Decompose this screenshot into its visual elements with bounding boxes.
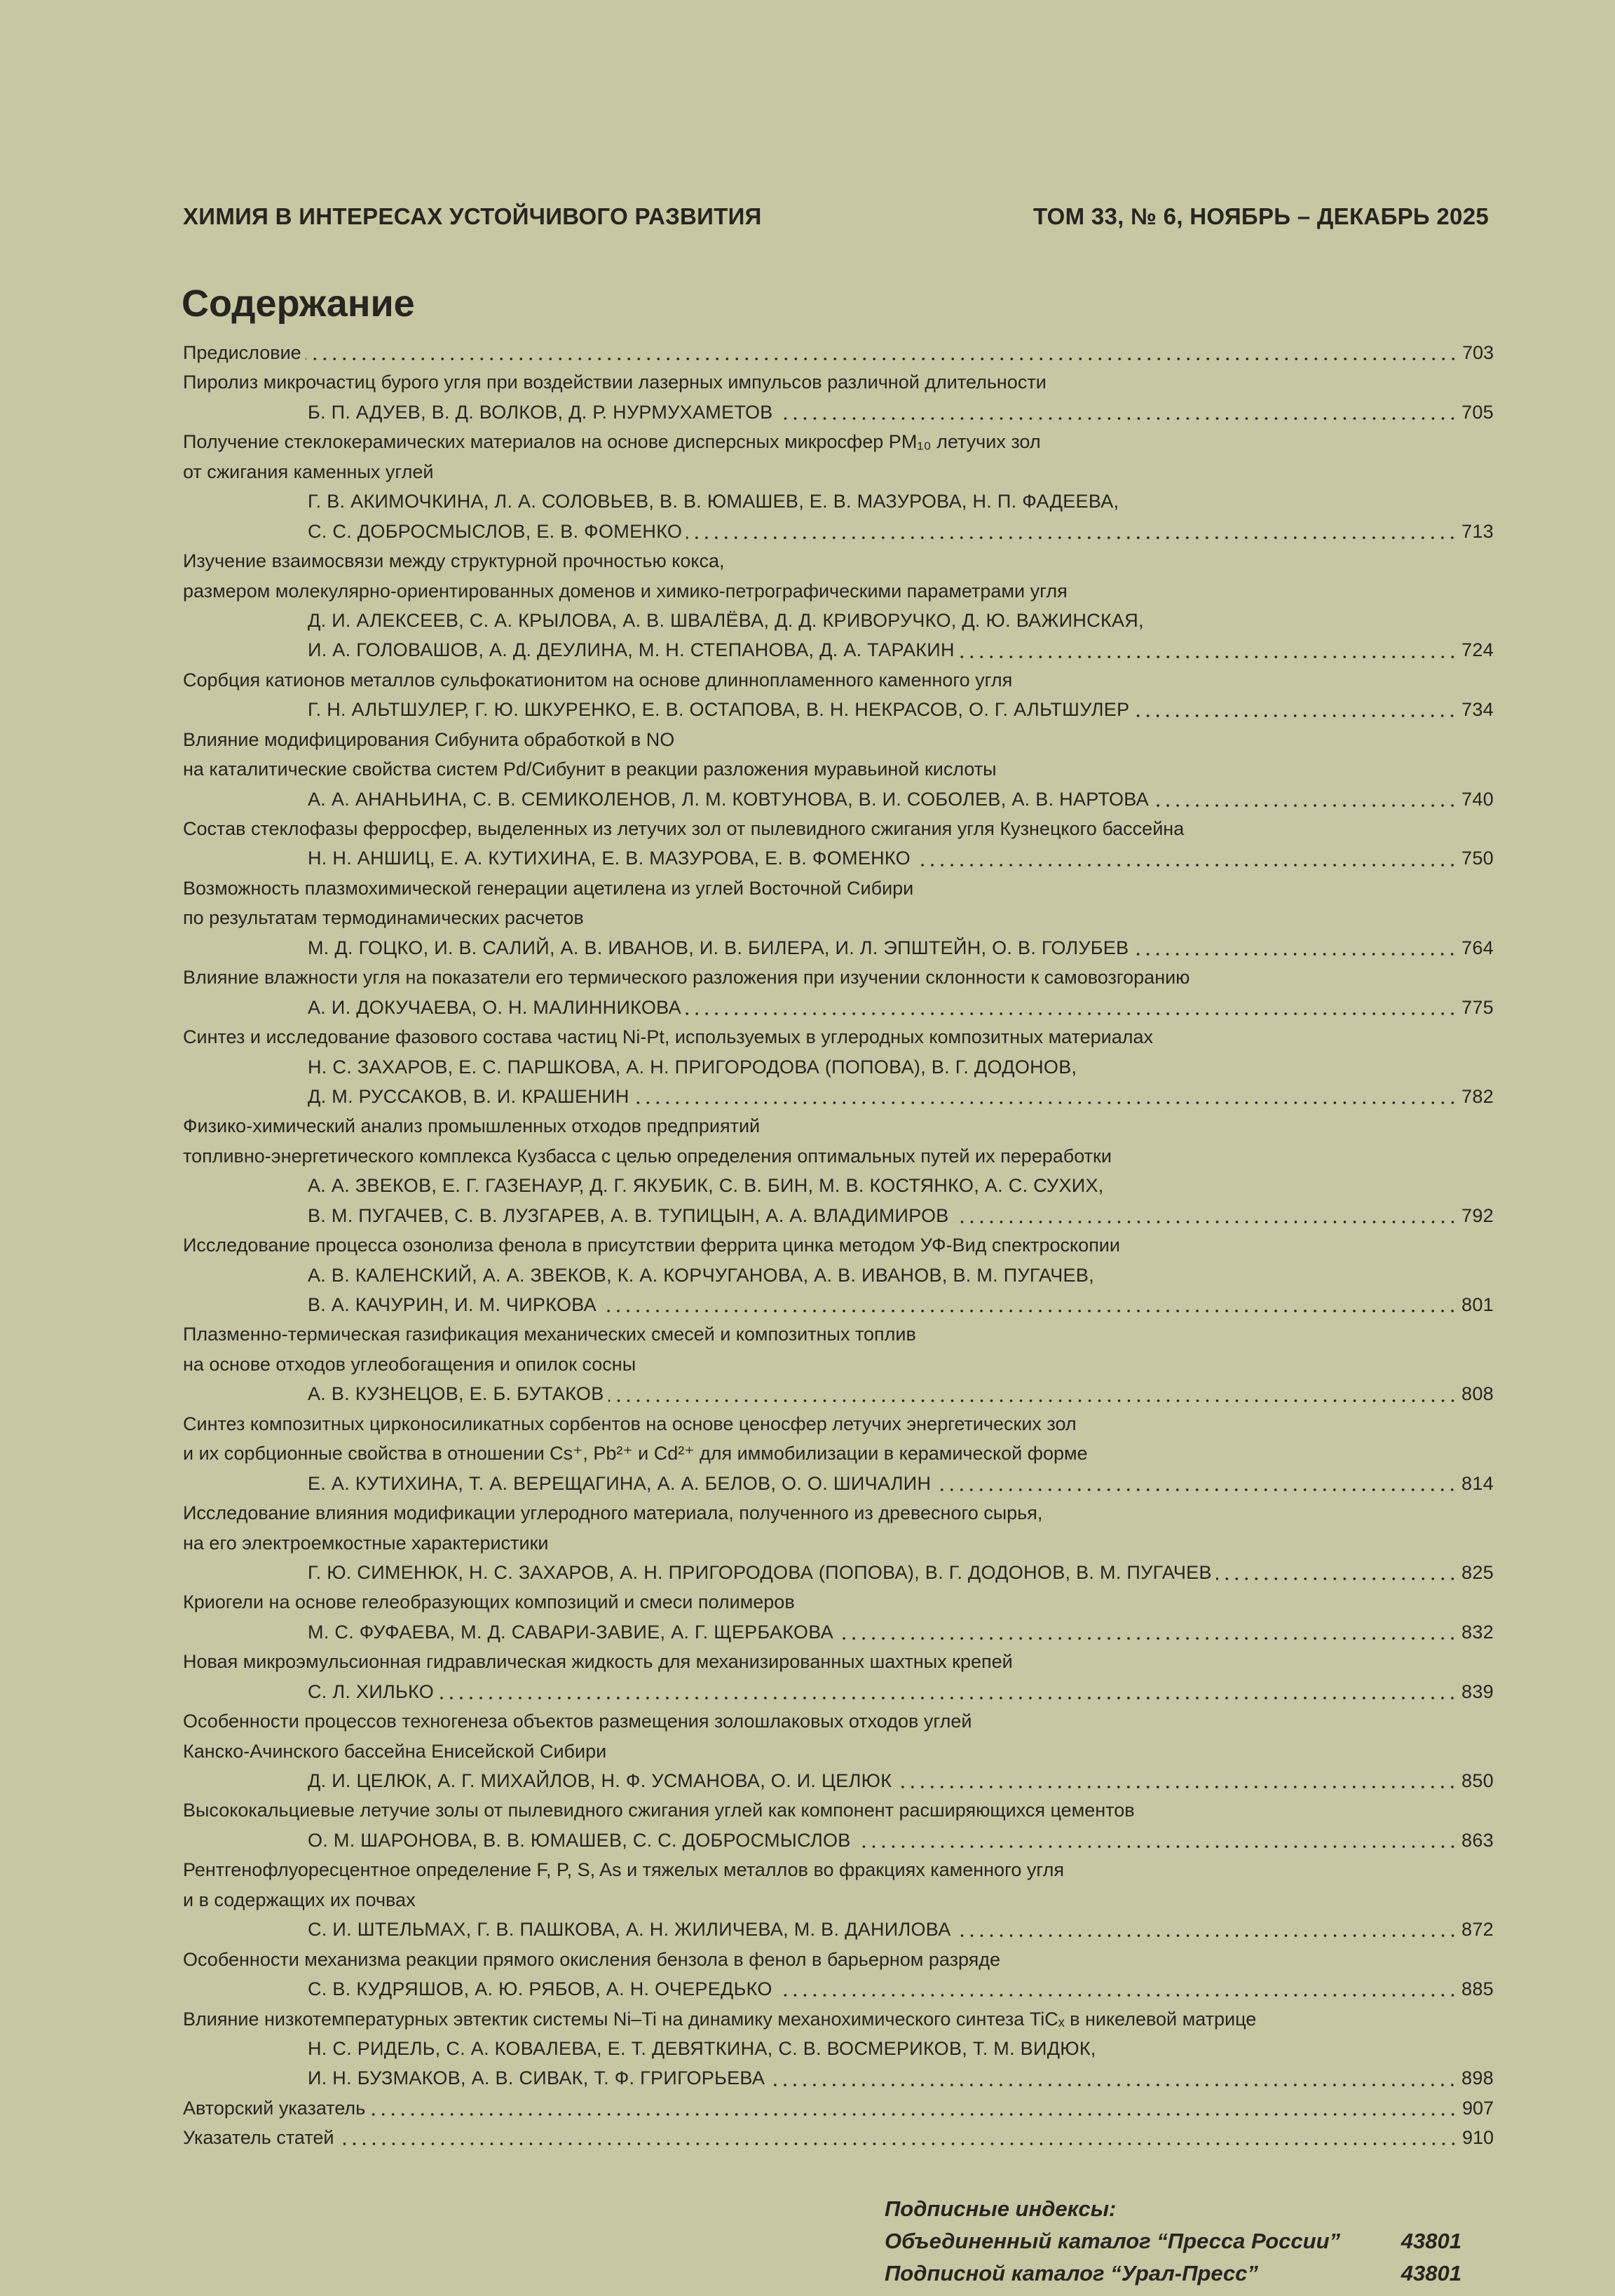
dot-leader	[1153, 803, 1457, 808]
page-number: 750	[1461, 848, 1494, 869]
page-number: 703	[1461, 342, 1494, 363]
toc-line	[183, 1587, 1494, 1617]
article-title: Состав стеклофазы ферросфер, выделенных из летучих зол от пылевидного сжигания угля Кузнецкого бассейна	[183, 818, 1185, 839]
page-number: 764	[1461, 937, 1494, 958]
article-authors: С. В. КУДРЯШОВ, А. Ю. РЯБОВ, А. Н. ОЧЕРЕДЬКО	[308, 1978, 772, 2000]
toc-line	[183, 1528, 1494, 1558]
toc-line	[183, 665, 1494, 695]
toc-line	[183, 1230, 1494, 1260]
dot-leader	[896, 1785, 1457, 1789]
article-authors: А. И. ДОКУЧАЕВА, О. Н. МАЛИННИКОВА	[308, 996, 681, 1018]
toc-line	[183, 1469, 1494, 1498]
subscription-row	[885, 2225, 1461, 2257]
toc-line	[183, 1885, 1494, 1915]
dot-leader	[306, 357, 1458, 361]
dot-leader	[1133, 714, 1457, 718]
toc-line	[183, 1082, 1494, 1111]
subscription-indices	[885, 2193, 1461, 2290]
article-title: Влияние модифицирования Сибунита обработкой в NO	[183, 728, 675, 750]
toc-line	[183, 754, 1494, 784]
dot-leader	[777, 416, 1457, 421]
article-authors: Б. П. АДУЕВ, В. Д. ВОЛКОВ, Д. Р. НУРМУХАМЕТОВ	[308, 401, 773, 423]
article-authors: В. М. ПУГАЧЕВ, С. В. ЛУЗГАРЕВ, А. В. ТУПИЦЫН, А. А. ВЛАДИМИРОВ	[308, 1204, 949, 1226]
toc-entry	[183, 1022, 1494, 1111]
page-number: 808	[1461, 1383, 1494, 1405]
article-title: Высококальциевые летучие золы от пылевидного сжигания углей как компонент расширяющихся цементов	[183, 1800, 1135, 1821]
article-title: Получение стеклокерамических материалов на основе дисперсных микросфер PM₁₀ летучих зол	[183, 431, 1041, 453]
article-authors: А. В. КУЗНЕЦОВ, Е. Б. БУТАКОВ	[308, 1383, 604, 1405]
toc-line	[183, 635, 1494, 665]
page-number: 724	[1461, 639, 1494, 661]
article-title: Канско-Ачинского бассейна Енисейской Сибири	[183, 1740, 607, 1762]
article-title: Особенности процессов техногенеза объектов размещения золошлаковых отходов углей	[183, 1711, 972, 1732]
toc-line	[183, 1795, 1494, 1825]
article-title: топливно-энергетического комплекса Кузбасса с целью определения оптимальных путей их переработки	[183, 1145, 1112, 1167]
toc-line	[183, 487, 1494, 516]
article-title: Новая микроэмульсионная гидравлическая жидкость для механизированных шахтных крепей	[183, 1651, 1013, 1673]
toc-line	[183, 1201, 1494, 1230]
page-number: 872	[1461, 1919, 1494, 1941]
toc-line	[183, 1826, 1494, 1855]
table-of-contents	[183, 338, 1494, 2153]
toc-line	[183, 963, 1494, 992]
article-title: Рентгенофлуоресцентное определение F, P, S, As и тяжелых металлов во фракциях каменного угля	[183, 1859, 1064, 1881]
article-authors: С. Л. ХИЛЬКО	[308, 1680, 435, 1702]
toc-line	[183, 814, 1494, 843]
article-authors: И. А. ГОЛОВАШОВ, А. Д. ДЕУЛИНА, М. Н. СТЕПАНОВА, Д. А. ТАРАКИН	[308, 639, 955, 661]
page-title: Содержание	[182, 283, 415, 325]
toc-line	[183, 398, 1494, 427]
page-number: 740	[1461, 788, 1494, 810]
page-number: 910	[1461, 2127, 1494, 2149]
page-number: 792	[1461, 1204, 1494, 1226]
article-authors: А. А. ЗВЕКОВ, Е. Г. ГАЗЕНАУР, Д. Г. ЯКУБИК, С. В. БИН, М. В. КОСТЯНКО, А. С. СУХИХ,	[308, 1175, 1104, 1197]
article-title: Авторский указатель	[183, 2097, 366, 2119]
toc-line	[183, 1379, 1494, 1408]
toc-entry	[183, 1111, 1494, 1230]
toc-line	[183, 1855, 1494, 1884]
article-title: Криогели на основе гелеобразующих композиций и смеси полимеров	[183, 1591, 795, 1613]
page-number: 782	[1461, 1085, 1494, 1107]
toc-line	[183, 1915, 1494, 1944]
article-title: Возможность плазмохимической генерации ацетилена из углей Восточной Сибири	[183, 877, 914, 899]
page-number: 814	[1461, 1472, 1494, 1494]
dot-leader	[855, 1845, 1457, 1849]
toc-line	[183, 517, 1494, 546]
toc-entry	[183, 725, 1494, 814]
article-authors: Г. Ю. СИМЕНЮК, Н. С. ЗАХАРОВ, А. Н. ПРИГОРОДОВА (ПОПОВА), В. Г. ДОДОНОВ, В. М. ПУГАЧЕВ	[308, 1561, 1212, 1583]
toc-line	[183, 1974, 1494, 2004]
dot-leader	[438, 1696, 1457, 1700]
dot-leader	[777, 1993, 1457, 1997]
page-number: 839	[1461, 1680, 1494, 1702]
toc-line	[183, 1617, 1494, 1647]
toc-entry	[183, 963, 1494, 1022]
article-authors: И. Н. БУЗМАКОВ, А. В. СИВАК, Т. Ф. ГРИГОРЬЕВА	[308, 2067, 765, 2089]
catalog-name: Объединенный каталог “Пресса России”	[885, 2229, 1341, 2253]
article-title: от сжигания каменных углей	[183, 461, 434, 482]
article-title: Сорбция катионов металлов сульфокатионитом на основе длиннопламенного каменного угля	[183, 669, 1013, 691]
toc-line	[183, 933, 1494, 963]
article-authors: Г. В. АКИМОЧКИНА, Л. А. СОЛОВЬЕВ, В. В. ЮМАШЕВ, Е. В. МАЗУРОВА, Н. П. ФАДЕЕВА,	[308, 491, 1119, 512]
toc-entry	[183, 874, 1494, 963]
toc-entry	[183, 2123, 1494, 2152]
dot-leader	[686, 536, 1457, 540]
article-title: по результатам термодинамических расчетов	[183, 907, 584, 929]
toc-line	[183, 784, 1494, 814]
article-title: Изучение взаимосвязи между структурной прочностью кокса,	[183, 550, 725, 572]
toc-line	[183, 1737, 1494, 1766]
toc-entry	[183, 338, 1494, 367]
article-authors: Д. И. АЛЕКСЕЕВ, С. А. КРЫЛОВА, А. В. ШВАЛЁВА, Д. Д. КРИВОРУЧКО, Д. Ю. ВАЖИНСКАЯ,	[308, 609, 1144, 631]
toc-line	[183, 2063, 1494, 2093]
article-authors: Д. И. ЦЕЛЮК, А. Г. МИХАЙЛОВ, Н. Ф. УСМАНОВА, О. И. ЦЕЛЮК	[308, 1770, 892, 1791]
toc-entry	[183, 1855, 1494, 1944]
page-number: 907	[1461, 2097, 1494, 2119]
toc-line	[183, 2034, 1494, 2063]
article-title: Синтез и исследование фазового состава частиц Ni-Pt, используемых в углеродных композитных материалах	[183, 1026, 1154, 1048]
article-authors: Е. А. КУТИХИНА, Т. А. ВЕРЕЩАГИНА, А. А. БЕЛОВ, О. О. ШИЧАЛИН	[308, 1472, 932, 1494]
toc-line	[183, 1706, 1494, 1736]
dot-leader	[935, 1488, 1457, 1492]
article-authors: А. А. АНАНЬИНА, С. В. СЕМИКОЛЕНОВ, Л. М. КОВТУНОВА, В. И. СОБОЛЕВ, А. В. НАРТОВА	[308, 788, 1149, 810]
page-number: 825	[1461, 1561, 1494, 1583]
toc-line	[183, 1439, 1494, 1468]
toc-line	[183, 606, 1494, 635]
catalog-name: Подписной каталог “Урал-Пресс”	[885, 2261, 1258, 2285]
article-authors: Н. Н. АНШИЦ, Е. А. КУТИХИНА, Е. В. МАЗУРОВА, Е. В. ФОМЕНКО	[308, 848, 911, 869]
toc-line	[183, 338, 1494, 367]
page-number: 801	[1461, 1294, 1494, 1315]
toc-entry	[183, 1498, 1494, 1587]
article-title: Предисловие	[183, 342, 301, 363]
dot-leader	[953, 1220, 1457, 1224]
article-title: на каталитические свойства систем Pd/Сибунит в реакции разложения муравьиной кислоты	[183, 759, 997, 780]
toc-line	[183, 1945, 1494, 1974]
subscription-row	[885, 2257, 1461, 2290]
toc-line	[183, 1766, 1494, 1795]
article-title: Плазменно-термическая газификация механических смесей и композитных топлив	[183, 1324, 916, 1345]
catalog-index: 43801	[1401, 2229, 1461, 2253]
toc-line	[183, 2093, 1494, 2123]
toc-line	[183, 427, 1494, 456]
catalog-index: 43801	[1401, 2261, 1461, 2285]
toc-line	[183, 546, 1494, 576]
toc-line	[183, 1141, 1494, 1171]
article-title: Пиролиз микрочастиц бурого угля при воздействии лазерных импульсов различной длительности	[183, 372, 1047, 393]
dot-leader	[339, 2142, 1458, 2146]
toc-entry	[183, 546, 1494, 665]
issue-info: ТОМ 33, № 6, НОЯБРЬ – ДЕКАБРЬ 2025	[1033, 203, 1489, 229]
page-number: 832	[1461, 1621, 1494, 1643]
toc-entry	[183, 1230, 1494, 1319]
toc-line	[183, 1498, 1494, 1528]
article-title: на основе отходов углеобогащения и опилок сосны	[183, 1353, 636, 1375]
article-authors: М. Д. ГОЦКО, И. В. САЛИЙ, А. В. ИВАНОВ, И. В. БИЛЕРА, И. Л. ЭПШТЕЙН, О. В. ГОЛУБЕВ	[308, 937, 1129, 958]
article-title: Влияние низкотемпературных эвтектик системы Ni–Ti на динамику механохимического синтеза TiCₓ в никелевой матрице	[183, 2008, 1257, 2030]
article-title: Особенности механизма реакции прямого окисления бензола в фенол в барьерном разряде	[183, 1948, 1001, 1970]
journal-title: ХИМИЯ В ИНТЕРЕСАХ УСТОЙЧИВОГО РАЗВИТИЯ	[183, 203, 762, 229]
article-authors: В. А. КАЧУРИН, И. М. ЧИРКОВА	[308, 1294, 597, 1315]
article-title: Влияние влажности угля на показатели его термического разложения при изучении склонности к самовозгоранию	[183, 967, 1190, 989]
dot-leader	[915, 863, 1457, 867]
toc-entry	[183, 2093, 1494, 2123]
toc-line	[183, 1409, 1494, 1439]
page-number: 885	[1461, 1978, 1494, 2000]
article-authors: С. И. ШТЕЛЬМАХ, Г. В. ПАШКОВА, А. Н. ЖИЛИЧЕВА, М. В. ДАНИЛОВА	[308, 1919, 951, 1941]
toc-entry	[183, 1795, 1494, 1855]
article-authors: Н. С. РИДЕЛЬ, С. А. КОВАЛЕВА, Е. Т. ДЕВЯТКИНА, С. В. ВОСМЕРИКОВ, Т. М. ВИДЮК,	[308, 2037, 1096, 2059]
toc-line	[183, 993, 1494, 1022]
toc-line	[183, 1647, 1494, 1676]
article-authors: Н. С. ЗАХАРОВ, Е. С. ПАРШКОВА, А. Н. ПРИГОРОДОВА (ПОПОВА), В. Г. ДОДОНОВ,	[308, 1056, 1077, 1078]
toc-entry	[183, 427, 1494, 546]
toc-line	[183, 1677, 1494, 1706]
toc-line	[183, 1261, 1494, 1290]
toc-line	[183, 843, 1494, 873]
article-title: Исследование влияния модификации углеродного материала, полученного из древесного сырья,	[183, 1502, 1043, 1524]
dot-leader	[686, 1012, 1457, 1016]
page-number: 713	[1461, 520, 1494, 542]
toc-line	[183, 1558, 1494, 1587]
article-title: Указатель статей	[183, 2127, 334, 2149]
toc-line	[183, 2123, 1494, 2152]
toc-line	[183, 1171, 1494, 1200]
toc-entry	[183, 1319, 1494, 1408]
article-authors: М. С. ФУФАЕВА, М. Д. САВАРИ-ЗАВИЕ, А. Г. ЩЕРБАКОВА	[308, 1621, 833, 1643]
toc-entry	[183, 1945, 1494, 2004]
article-title: Исследование процесса озонолиза фенола в присутствии феррита цинка методом УФ-Вид спектроскопии	[183, 1235, 1120, 1256]
article-authors: О. М. ШАРОНОВА, В. В. ЮМАШЕВ, С. С. ДОБРОСМЫСЛОВ	[308, 1829, 851, 1851]
page-number: 863	[1461, 1829, 1494, 1851]
toc-entry	[183, 665, 1494, 725]
article-authors: Д. М. РУССАКОВ, В. И. КРАШЕНИН	[308, 1085, 629, 1107]
subscription-heading: Подписные индексы:	[885, 2196, 1117, 2221]
article-authors: Г. Н. АЛЬТШУЛЕР, Г. Ю. ШКУРЕНКО, Е. В. ОСТАПОВА, В. Н. НЕКРАСОВ, О. Г. АЛЬТШУЛЕР	[308, 699, 1130, 721]
toc-line	[183, 2004, 1494, 2034]
page-number: 705	[1461, 401, 1494, 423]
dot-leader	[955, 1934, 1458, 1938]
toc-entry	[183, 1587, 1494, 1647]
page-number: 734	[1461, 699, 1494, 721]
toc-line	[183, 1022, 1494, 1052]
dot-leader	[369, 2112, 1458, 2117]
toc-line	[183, 1350, 1494, 1379]
dot-leader	[959, 655, 1457, 659]
article-title: размером молекулярно-ориентированных доменов и химико-петрографическими параметрами угля	[183, 580, 1068, 602]
toc-entry	[183, 2004, 1494, 2093]
article-authors: С. С. ДОБРОСМЫСЛОВ, Е. В. ФОМЕНКО	[308, 520, 683, 542]
dot-leader	[769, 2083, 1457, 2087]
toc-line	[183, 1052, 1494, 1082]
page-number: 775	[1461, 996, 1494, 1018]
article-title: Синтез композитных цирконосиликатных сорбентов на основе ценосфер летучих энергетических зол	[183, 1413, 1077, 1434]
article-title: и в содержащих их почвах	[183, 1889, 416, 1910]
toc-entry	[183, 814, 1494, 874]
page-number: 898	[1461, 2067, 1494, 2089]
dot-leader	[1216, 1577, 1457, 1581]
dot-leader	[838, 1636, 1457, 1641]
toc-line	[183, 903, 1494, 932]
toc-line	[183, 367, 1494, 397]
toc-entry	[183, 1706, 1494, 1795]
toc-entry	[183, 1647, 1494, 1706]
article-authors: А. В. КАЛЕНСКИЙ, А. А. ЗВЕКОВ, К. А. КОРЧУГАНОВА, А. В. ИВАНОВ, В. М. ПУГАЧЕВ,	[308, 1264, 1094, 1286]
toc-line	[183, 1111, 1494, 1141]
dot-leader	[634, 1101, 1457, 1105]
dot-leader	[1133, 952, 1457, 956]
toc-line	[183, 457, 1494, 487]
toc-entry	[183, 1409, 1494, 1498]
toc-line	[183, 874, 1494, 903]
toc-line	[183, 725, 1494, 754]
toc-line	[183, 695, 1494, 724]
dot-leader	[608, 1399, 1458, 1403]
toc-line	[183, 1319, 1494, 1349]
page-number: 850	[1461, 1770, 1494, 1791]
article-title: на его электроемкостные характеристики	[183, 1532, 549, 1554]
toc-line	[183, 576, 1494, 606]
dot-leader	[601, 1309, 1457, 1313]
article-title: и их сорбционные свойства в отношении Cs⁺, Pb²⁺ и Cd²⁺ для иммобилизации в керамической форме	[183, 1443, 1088, 1465]
toc-entry	[183, 367, 1494, 427]
toc-line	[183, 1290, 1494, 1319]
article-title: Физико-химический анализ промышленных отходов предприятий	[183, 1115, 761, 1137]
